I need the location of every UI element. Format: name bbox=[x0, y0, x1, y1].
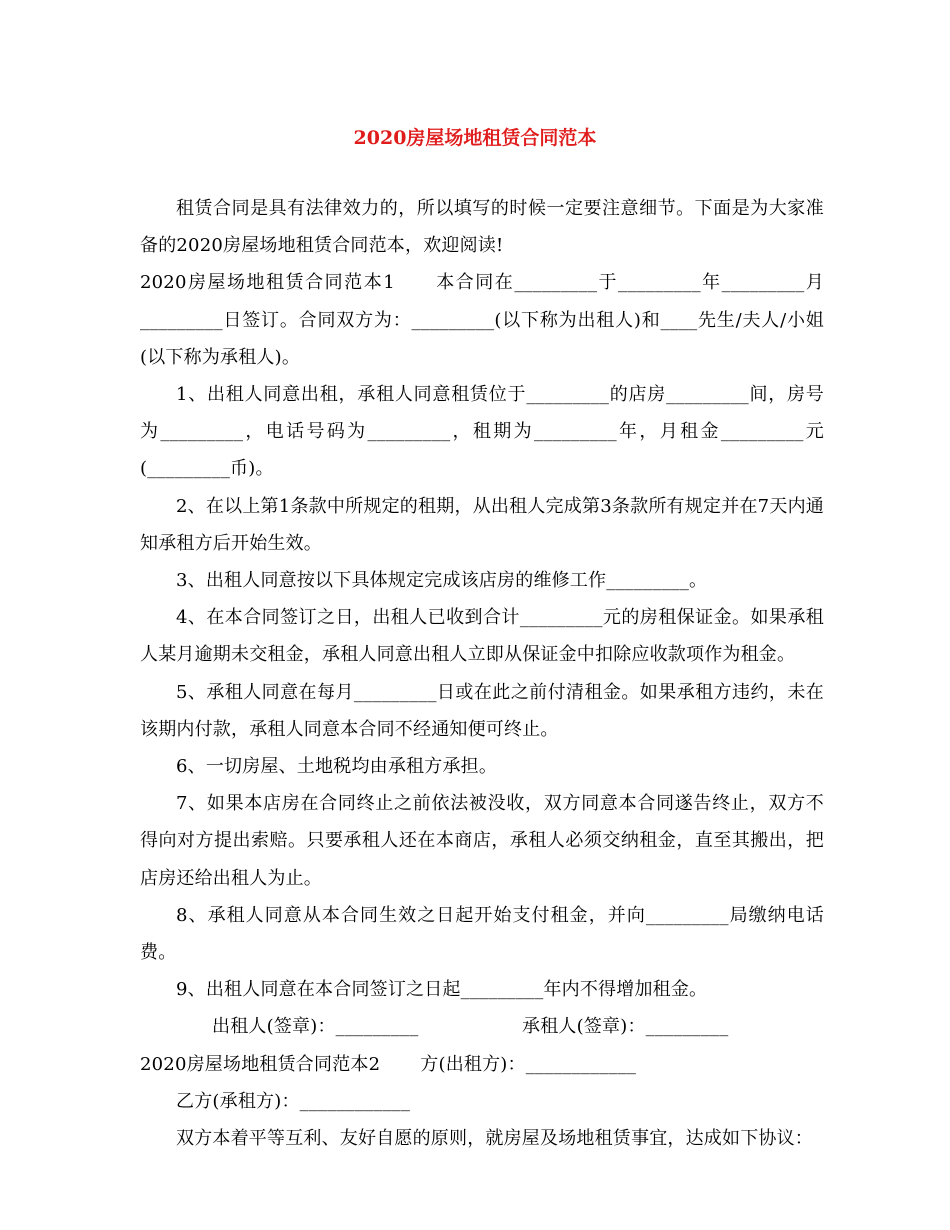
clause-9: 9、出租人同意在本合同签订之日起_________年内不得增加租金。 bbox=[176, 979, 708, 1001]
sample2-opening-paragraph bbox=[140, 1046, 824, 1083]
agreement-paragraph: 双方本着平等互利、友好自愿的原则，就房屋及场地租赁事宜，达成如下协议： bbox=[176, 1128, 813, 1150]
party-b-field: 乙方(承租方)：____________ bbox=[176, 1090, 411, 1112]
clause-1: 1、出租人同意出租，承租人同意租赁位于_________的店房_________间，房号为_________，电话号码为_________，租期为_________年，月租金_________元(_________币)。 bbox=[140, 384, 824, 480]
sample1-opening-paragraph bbox=[140, 264, 824, 376]
lessor-signature: 出租人(签章)：_________ bbox=[212, 1016, 419, 1038]
sample2-heading: 2020房屋场地租赁合同范本2 bbox=[140, 1053, 381, 1075]
intro-paragraph: 租赁合同是具有法律效力的，所以填写的时候一定要注意细节。下面是为大家准备的2020房屋场地租赁合同范本，欢迎阅读! bbox=[140, 198, 824, 257]
clause-2: 2、在以上第1条款中所规定的租期，从出租人完成第3条款所有规定并在7天内通知承租方后开始生效。 bbox=[140, 495, 824, 554]
lessee-signature: 承租人(签章)：_________ bbox=[522, 1016, 729, 1038]
clause-7: 7、如果本店房在合同终止之前依法被没收，双方同意本合同遂告终止，双方不得向对方提出索赔。只要承租人还在本商店，承租人必须交纳租金，直至其搬出，把店房还给出租人为止。 bbox=[140, 793, 824, 889]
signature-line bbox=[140, 1008, 824, 1045]
clause-3: 3、出租人同意按以下具体规定完成该店房的维修工作_________。 bbox=[176, 570, 708, 592]
document-title: 2020房屋场地租赁合同范本 bbox=[353, 127, 597, 149]
clause-5: 5、承租人同意在每月_________日或在此之前付清租金。如果承租方违约，未在该期内付款，承租人同意本合同不经通知便可终止。 bbox=[140, 681, 824, 740]
clause-6: 6、一切房屋、土地税均由承租方承担。 bbox=[176, 756, 498, 778]
sample1-opening: 本合同在_________于_________年_________月_________日签订。合同双方为：_________(以下称为出租人)和____先生/夫人/小姐(以下称为承租人)。 bbox=[140, 272, 824, 368]
clause-4: 4、在本合同签订之日，出租人已收到合计_________元的房租保证金。如果承租人某月逾期未交租金，承租人同意出租人立即从保证金中扣除应收款项作为租金。 bbox=[140, 607, 824, 666]
document-body bbox=[140, 190, 824, 1157]
party-a-field: 方(出租方)：____________ bbox=[420, 1053, 637, 1075]
sample1-heading: 2020房屋场地租赁合同范本1 bbox=[140, 272, 395, 294]
clause-8: 8、承租人同意从本合同生效之日起开始支付租金，并向_________局缴纳电话费。 bbox=[140, 904, 824, 964]
